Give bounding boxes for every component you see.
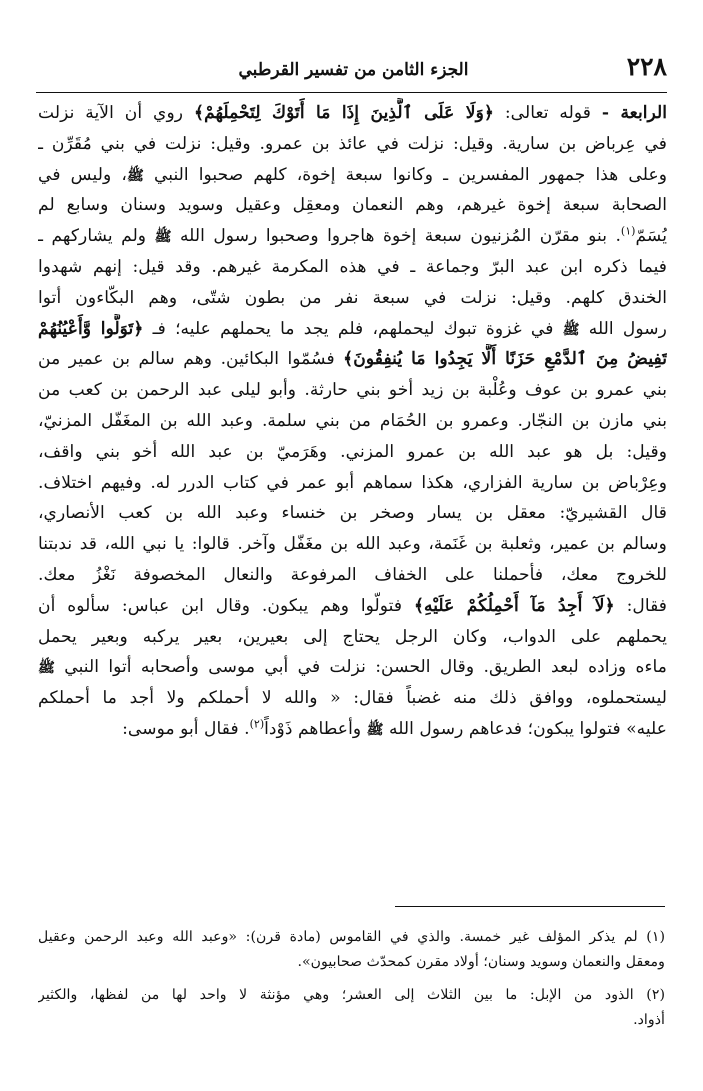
text-span: رسول الله	[588, 318, 667, 339]
running-header	[40, 54, 667, 88]
footnote-rule	[395, 906, 665, 907]
text-span: فقال:	[626, 595, 667, 616]
text-span: . بنو مقرّن المُزنيون سبعة إخوة هاجروا وصحبوا رسول الله	[179, 226, 621, 247]
text-line: الصحابة سبعة إخوة غيرهم، وهم النعمان ومعقِل وعقيل وسويد وسنان وسابع لم	[38, 195, 667, 216]
text-line: وسالم بن عمير، وثعلبة بن غَنَمة، وعبد الله بن مغَفّل وآخر. قالوا: يا نبي الله، قد ندبتنا	[38, 534, 667, 555]
header-rule	[36, 92, 667, 93]
text-line: فيما ذكره ابن عبد البرّ وجماعة ـ في هذه المكرمة غيرهم. وقد قيل: إنهم شهدوا	[38, 256, 667, 277]
sallallahu-glyph: ﷺ	[562, 321, 580, 338]
quran-quote: ﴿لَآ أَجِدُ مَآ أَحْمِلُكُمْ عَلَيْهِ﴾	[413, 595, 615, 616]
text-span: روي أن الآية نزلت	[38, 103, 184, 123]
quran-quote: ﴿وَلَا عَلَى ٱلَّذِينَ إِذَا مَا أَتَوْكَ لِتَحْمِلَهُمْ﴾	[194, 103, 494, 123]
text-line: قال القشيريّ: معقل بن يسار وصخر بن خنساء وعبد الله بن كعب الأنصاري،	[38, 503, 667, 524]
text-line: يحملهم على الدواب، وكان الرجل يحتاج إلى بعيرين، بعير يركبه وبعير يحمل	[38, 626, 667, 647]
text-line	[38, 714, 667, 745]
footnote-2-line: أذواد.	[633, 1012, 665, 1028]
text-line: بني عمرو بن عوف وعُلْبة بن زيد أخو بني حارثة. وأبو ليلى عبد الرحمن بن كعب من	[38, 380, 667, 401]
page-number: ٢٢٨	[626, 52, 667, 81]
text-line	[38, 652, 667, 683]
text-line	[38, 160, 667, 191]
section-label: الرابعة -	[601, 103, 667, 123]
sallallahu-glyph: ﷺ	[126, 167, 144, 184]
text-line: وقيل: بل هو عبد الله بن عمرو المزني. وهَرَميّ بن عبد الله أخو بني واقف،	[38, 441, 667, 462]
footnote-1-line: (١) لم يذكر المؤلف غير خمسة. والذي في القاموس (مادة قرن): «وعبد الله وعبد الرحمن وعقيل	[38, 929, 665, 945]
text-line: ليستحملوه، ووافق ذلك منه غضباً فقال: « والله لا أحملكم ولا أجد ما أحملكم	[38, 688, 667, 709]
text-span: ولم يشاركهم ـ	[38, 226, 147, 247]
text-span: وأعطاهم ذَوْداً	[264, 718, 362, 739]
footnote-gap	[38, 975, 665, 983]
text-line: وعِرْباض بن سارية الفزاري، هكذا سماهم أبو عمر في كتاب الدرر له. وفيهم اختلاف.	[38, 472, 667, 493]
sallallahu-glyph: ﷺ	[366, 721, 384, 738]
footnote-ref-1: (١)	[620, 224, 636, 238]
text-span: فسُمّوا البكائين. وهم سالم بن عمير من	[38, 349, 335, 370]
main-text	[38, 98, 667, 745]
text-line	[38, 98, 667, 129]
text-span: في غزوة تبوك ليحملهم، فلم يجد ما يحملهم عليه؛ فـ	[152, 318, 554, 339]
sallallahu-glyph: ﷺ	[154, 229, 172, 246]
text-line: في عِرباض بن سارية. وقيل: نزلت في عائذ بن عمرو. وقيل: نزلت في بني مُقَرِّن ـ	[38, 133, 667, 154]
text-span: وعلى هذا جمهور المفسرين ـ وكانوا سبعة إخوة، كلهم صحبوا النبي	[153, 164, 667, 185]
text-span: قوله تعالى:	[504, 103, 591, 123]
sallallahu-glyph: ﷺ	[38, 660, 55, 677]
text-line	[38, 314, 667, 345]
text-line: الخندق كلهم. وقيل: نزلت في سبعة نفر من بطون شتّى، وهم البكّاءون أتوا	[38, 287, 667, 308]
text-span: يُسَمّ	[635, 226, 667, 247]
text-line	[38, 591, 667, 622]
text-span: . فقال أبو موسى:	[122, 718, 250, 739]
quran-quote: تَفِيضُ مِنَ ٱلدَّمْعِ حَزَنًا أَلَّا يَجِدُوا مَا يُنفِقُونَ﴾	[343, 349, 667, 370]
text-line: للخروج معك، فأحملنا على الخفاف المرفوعة والنعال المخصوفة نَغْزُ معك.	[38, 564, 667, 585]
header-title: الجزء الثامن من تفسير القرطبي	[238, 60, 469, 80]
footnote-ref-2: (٢)	[249, 717, 265, 731]
text-line	[38, 221, 667, 252]
text-line	[38, 344, 667, 375]
text-span: فتولّوا وهم يبكون. وقال ابن عباس: سألوه أن	[38, 595, 403, 616]
footnote-2-line: (٢) الذود من الإبل: ما بين الثلاث إلى العشر؛ وهي مؤنثة لا واحد لها من لفظها، والكثير	[38, 987, 665, 1003]
footnotes	[38, 925, 665, 1033]
footnote-1-line: ومعقل والنعمان وسويد وسنان؛ أولاد مقرن كمحدّث صحابيون».	[297, 954, 665, 970]
text-span: عليه» فتولوا يبكون؛ فدعاهم رسول الله	[389, 718, 667, 739]
quran-quote: ﴿تَوَلَّوا وَّأَعْيُنُهُمْ	[38, 318, 144, 339]
text-line: بني مازن بن النجّار. وعمرو بن الحُمَام من بني سلمة. وعبد الله بن المغَفّل المزنيّ،	[38, 410, 667, 431]
text-span: ماءه وزاده لبعد الطريق. وقال الحسن: نزلت في أبي موسى وأصحابه أتوا النبي	[64, 657, 667, 678]
text-span: ، وليس في	[38, 164, 127, 185]
